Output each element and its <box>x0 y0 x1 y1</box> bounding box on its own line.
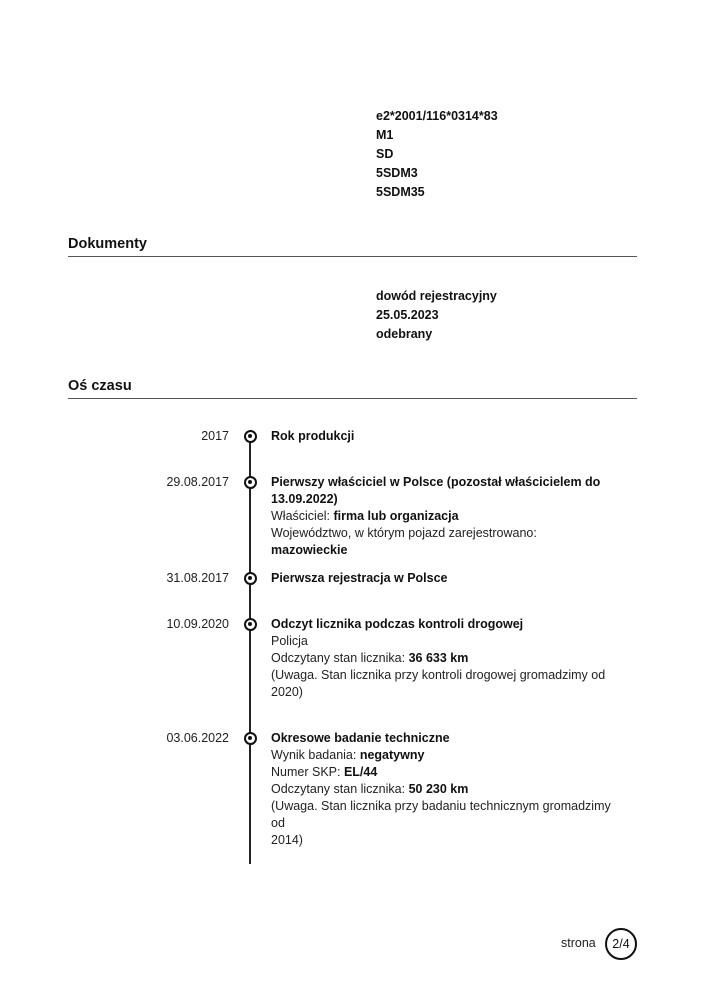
event-date: 31.08.2017 <box>166 571 229 585</box>
detail-label: 2014) <box>271 833 303 847</box>
document-value: odebrany <box>376 327 433 341</box>
event-note <box>271 832 616 849</box>
event-note <box>271 667 616 684</box>
event-title-continued: 13.09.2022) <box>271 492 338 506</box>
timeline-dot <box>244 430 257 443</box>
detail-label: Odczytany stan licznika: <box>271 651 409 665</box>
vehicle-value: 5SDM35 <box>376 185 425 199</box>
vehicle-value: e2*2001/116*0314*83 <box>376 109 498 123</box>
detail-value: negatywny <box>359 748 425 762</box>
event-title: Pierwsza rejestracja w Polsce <box>271 571 448 585</box>
event-date: 10.09.2020 <box>166 617 229 631</box>
detail-label: Wynik badania: <box>271 748 360 762</box>
timeline-event <box>271 570 616 587</box>
timeline-divider <box>68 398 637 399</box>
timeline-event <box>271 474 616 559</box>
event-detail <box>271 764 616 781</box>
event-note <box>271 798 616 832</box>
event-note <box>271 684 616 701</box>
event-detail <box>271 781 616 798</box>
timeline-event <box>271 428 616 445</box>
detail-value: mazowieckie <box>271 543 348 557</box>
event-detail <box>271 633 616 650</box>
detail-label: Odczytany stan licznika: <box>271 782 409 796</box>
timeline-axis <box>249 436 251 864</box>
timeline-event <box>271 616 616 701</box>
detail-value: EL/44 <box>343 765 378 779</box>
detail-label: 2020) <box>271 685 303 699</box>
detail-value: firma lub organizacja <box>333 509 459 523</box>
timeline-dot <box>244 618 257 631</box>
vehicle-value: M1 <box>376 128 394 142</box>
document-value: dowód rejestracyjny <box>376 289 497 303</box>
detail-label: Właściciel: <box>271 509 334 523</box>
detail-value: 50 230 km <box>408 782 469 796</box>
detail-value: 36 633 km <box>408 651 469 665</box>
timeline-dot <box>244 476 257 489</box>
event-detail <box>271 525 616 559</box>
event-detail <box>271 650 616 667</box>
timeline-dot <box>244 572 257 585</box>
detail-label: Województwo, w którym pojazd zarejestrowano: <box>271 526 537 540</box>
detail-label: Numer SKP: <box>271 765 344 779</box>
event-detail <box>271 747 616 764</box>
timeline-event <box>271 730 616 849</box>
event-title: Rok produkcji <box>271 429 355 443</box>
event-title: Odczyt licznika podczas kontroli drogowej <box>271 617 524 631</box>
documents-divider <box>68 256 637 257</box>
detail-label: (Uwaga. Stan licznika przy badaniu technicznym gromadzimy od <box>271 799 611 830</box>
vehicle-value: 5SDM3 <box>376 166 418 180</box>
page-number: 2/4 <box>605 928 637 960</box>
detail-label: Policja <box>271 634 308 648</box>
timeline-section-title: Oś czasu <box>68 378 132 394</box>
event-title: Pierwszy właściciel w Polsce (pozostał właścicielem do <box>271 475 601 489</box>
event-date: 03.06.2022 <box>166 731 229 745</box>
event-detail <box>271 508 616 525</box>
detail-label: (Uwaga. Stan licznika przy kontroli drogowej gromadzimy od <box>271 668 606 682</box>
vehicle-value: SD <box>376 147 394 161</box>
document-value: 25.05.2023 <box>376 308 439 322</box>
event-date: 29.08.2017 <box>166 475 229 489</box>
page-label: strona <box>561 936 596 950</box>
event-title: Okresowe badanie techniczne <box>271 731 450 745</box>
documents-section-title: Dokumenty <box>68 236 147 252</box>
timeline-dot <box>244 732 257 745</box>
event-date: 2017 <box>201 429 229 443</box>
